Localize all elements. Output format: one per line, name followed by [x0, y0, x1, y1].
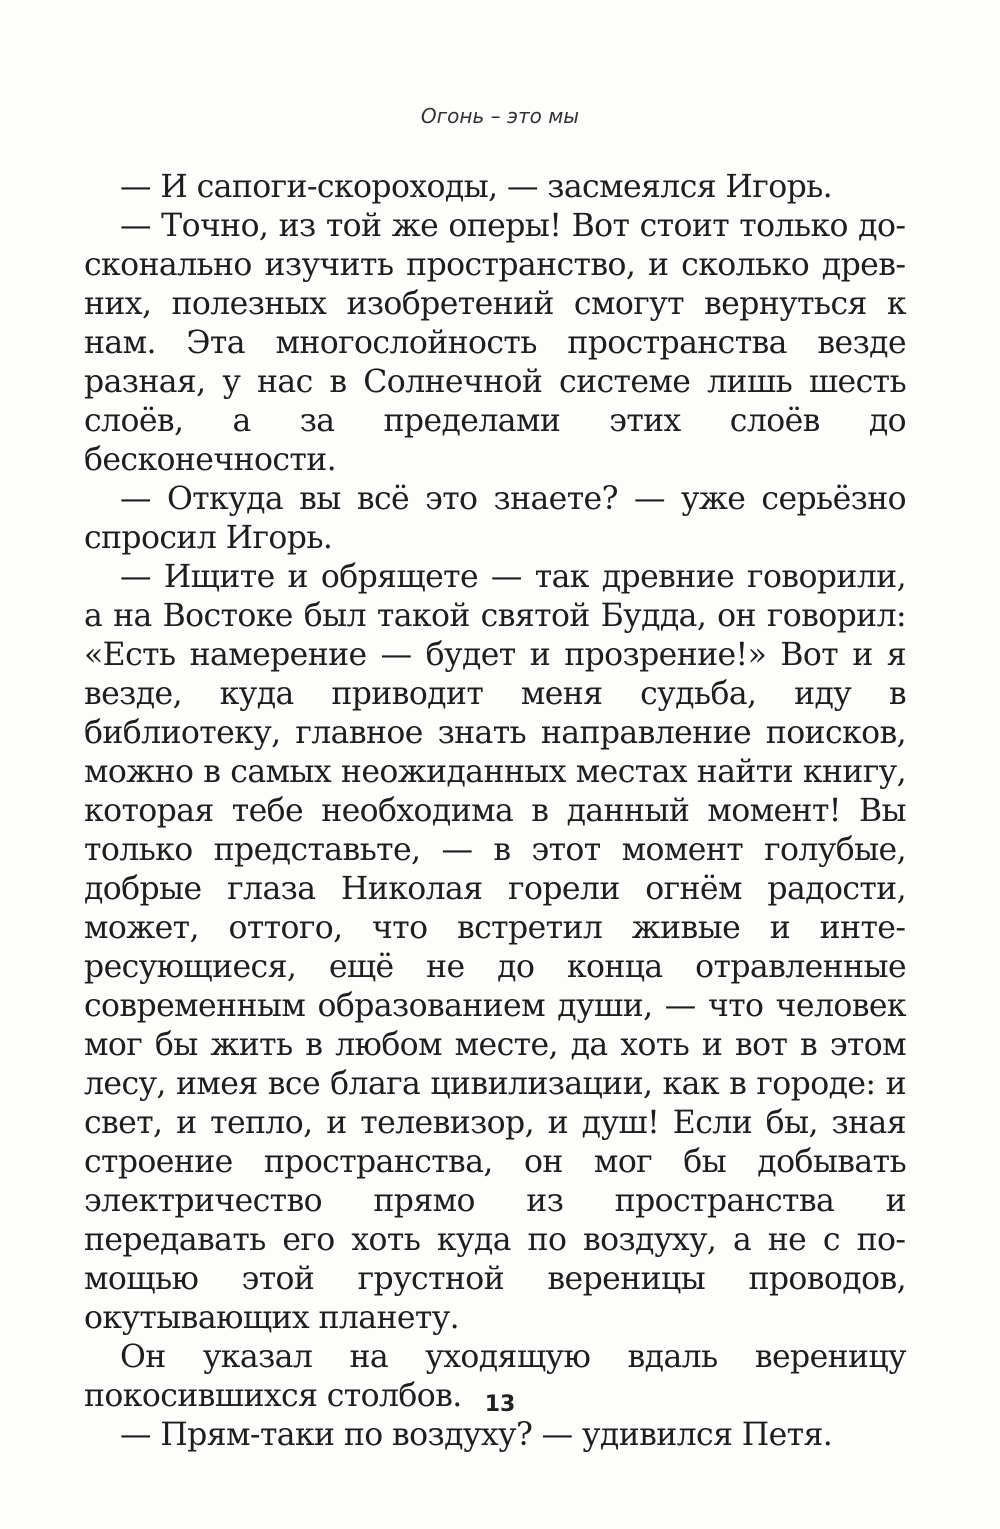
running-title: Огонь – это мы — [420, 104, 580, 128]
body-text — [84, 168, 906, 1455]
page-number: 13 — [484, 1392, 516, 1417]
paragraph: — И сапоги-скороходы, — засмеялся Игорь. — [120, 169, 833, 205]
paragraph: — Ищите и обрящете — так древние говорили, а на Востоке был такой святой Будда, он говорил: «Есть намерение — будет и прозрение!» Вот и я везде, куда приводит меня судьба, иду в библиотеку, главное знать направление поисков, можно в самых неожиданных местах найти книгу, которая тебе необходима в данный момент! Вы только представьте, — в этот момент голубые, добрые глаза Николая горели огнём радости, может, оттого, что встретил живые и интересующиеся, ещё не до конца отравленные современным образованием души, — что человек мог бы жить в любом месте, да хоть и вот в этом лесу, имея все блага цивилизации, как в городе: и свет, и тепло, и телевизор, и душ! Если бы, зная строение пространства, он мог бы добывать электричество прямо из пространства и передавать его хоть куда по воздуху, а не с помощью этой грустной вереницы проводов, окутывающих планету. — [84, 559, 906, 1336]
paragraph: — Откуда вы всё это знаете? — уже серьёзно спросил Игорь. — [84, 481, 906, 556]
paragraph: — Прям-таки по воздуху? — удивился Петя. — [120, 1417, 833, 1453]
paragraph: — Точно, из той же оперы! Вот стоит только досконально изучить пространство, и сколько древних, полезных изобретений смогут вернуться к нам. Эта многослойность пространства везде разная, у нас в Солнечной системе лишь шесть слоёв, а за пределами этих слоёв до бесконечности. — [84, 208, 906, 478]
paragraph: Он указал на уходящую вдаль вереницу покосившихся столбов. — [84, 1339, 906, 1414]
